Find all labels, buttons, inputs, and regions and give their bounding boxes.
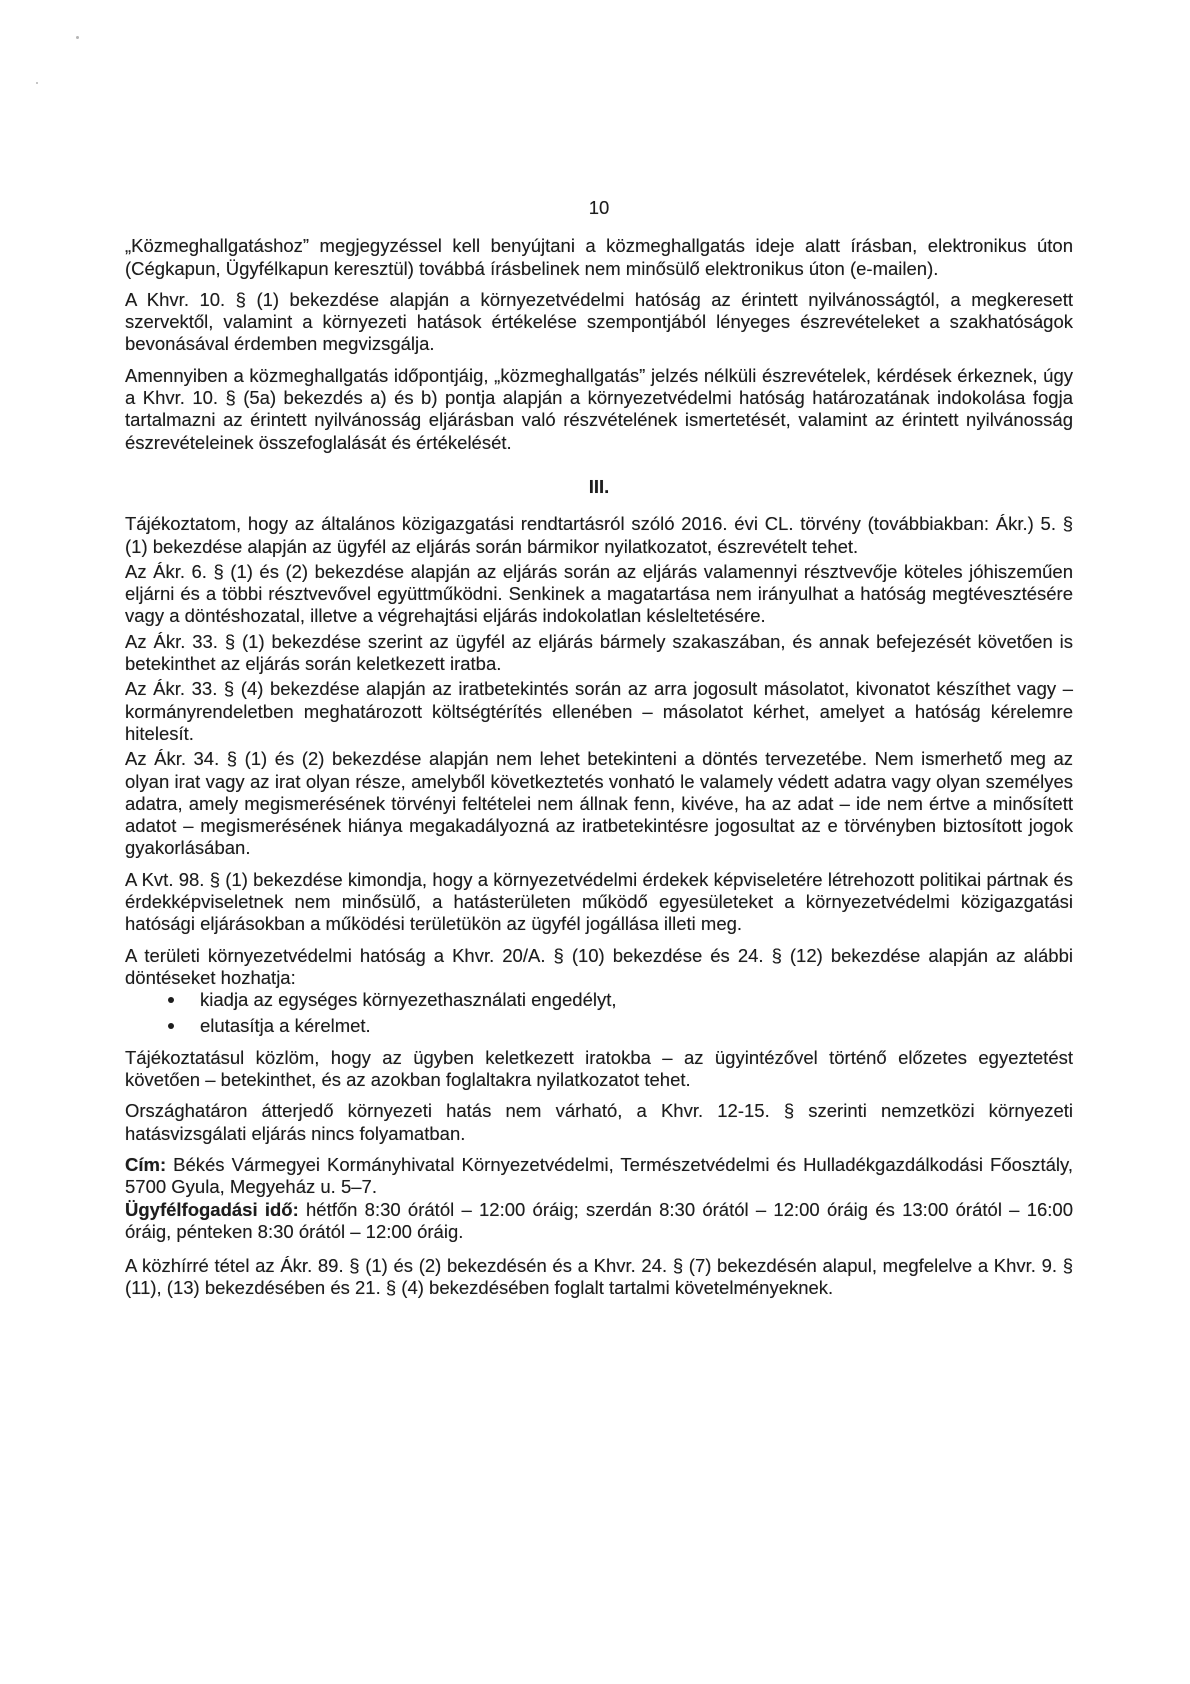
paragraph-decisions-intro: A területi környezetvédelmi hatóság a Khvr. 20/A. § (10) bekezdése és 24. § (12) bekezdése alapján az alábbi döntéseket hozhatja: <box>125 944 1073 988</box>
office-hours-text: hétfőn 8:30 órától – 12:00 óráig; szerdán 8:30 órától – 12:00 óráig és 13:00 órától – 16:00 óráig, pénteken 8:30 órától – 12:00 óráig. <box>125 1198 1073 1242</box>
paragraph-file-inspection: Tájékoztatásul közlöm, hogy az ügyben keletkezett iratokba – az ügyintézővel történő előzetes egyeztetést követően – betekinthet, és az azokban foglaltakra nyilatkozatot tehet. <box>125 1046 1073 1091</box>
paragraph-closing-legal-basis: A közhírré tétel az Ákr. 89. § (1) és (2) bekezdésén és a Khvr. 24. § (7) bekezdésén alapul, megfelelve a Khvr. 9. § (11), (13) bekezdésében és 21. § (4) bekezdésében foglalt tartalmi követelményeknek. <box>125 1255 1073 1299</box>
paragraph-akr-34: Az Ákr. 34. § (1) és (2) bekezdése alapján nem lehet betekinteni a döntés tervezetébe. Nem ismerhető meg az olyan irat vagy az irat olyan része, amelyből következtetés vonható le valamely védett adatra vagy olyan személyes adatra, amely megismerésének törvényi feltételei nem állnak fenn, kivéve, ha az adat – ide nem értve a minősített adatot – megismerésének hiánya megakadályozná az iratbetekintésre jogosultat az e törvényben biztosított jogok gyakorlásában. <box>125 748 1073 859</box>
paragraph-kvt-98: A Kvt. 98. § (1) bekezdése kimondja, hogy a környezetvédelmi érdekek képviseletére létrehozott politikai pártnak és érdekképviseletnek nem minősülő, a hatásterületen működő egyesületeket a környezetvédelmi közigazgatási hatósági eljárásokban a működési területükön az ügyfél jogállása illeti meg. <box>125 868 1073 935</box>
paragraph-akr-6: Az Ákr. 6. § (1) és (2) bekezdése alapján az eljárás során az eljárás valamennyi résztvevője köteles jóhiszeműen eljárni és a többi résztvevővel együttműködni. Senkinek a magatartása nem irányulhat a hatóság megtévesztésére vagy a döntéshozatal, illetve a végrehajtási eljárás indokolatlan késleltetésére. <box>125 560 1073 627</box>
paragraph-akr-5-1: Tájékoztatom, hogy az általános közigazgatási rendtartásról szóló 2016. évi CL. törvény (továbbiakban: Ákr.) 5. § (1) bekezdése alapján az ügyfél az eljárás során bármikor nyilatkozatot, észrevételt tehet. <box>125 513 1073 557</box>
paragraph-address <box>125 1154 1073 1199</box>
scan-artifact <box>36 82 38 84</box>
list-item-decision-reject <box>125 1015 1073 1037</box>
paragraph-akr-33-4: Az Ákr. 33. § (4) bekezdése alapján az iratbetekintés során az arra jogosult másolatot, kivonatot készíthet vagy – kormányrendeletben meghatározott költségtérítés ellenében – másolatot kérhet, amelyet a hatóság kérelemre hitelesít. <box>125 678 1073 744</box>
page-number: 10 <box>588 197 610 218</box>
scan-artifact <box>76 36 79 39</box>
address-label: Cím: <box>125 1153 167 1175</box>
office-hours-label: Ügyfélfogadási idő: <box>125 1198 299 1220</box>
address-text: Békés Vármegyei Kormányhivatal Környezetvédelmi, Természetvédelmi és Hulladékgazdálkodási Főosztály, 5700 Gyula, Megyeház u. 5–7. <box>125 1153 1073 1198</box>
paragraph-transboundary: Országhatáron átterjedő környezeti hatás nem várható, a Khvr. 12-15. § szerinti nemzetközi környezeti hatásvizsgálati eljárás nincs folyamatban. <box>125 1100 1073 1144</box>
paragraph-khvr-10-1: A Khvr. 10. § (1) bekezdése alapján a környezetvédelmi hatóság az érintett nyilvánosságtól, a megkeresett szervektől, valamint a környezeti hatások értékelése szempontjából lényeges észrevételeket a szakhatóságok bevonásával érdemben megvizsgálja. <box>125 288 1073 355</box>
paragraph-kozmeghallgatas-submit: „Közmeghallgatáshoz” megjegyzéssel kell benyújtani a közmeghallgatás ideje alatt írásban, elektronikus úton (Cégkapun, Ügyfélkapun keresztül) továbbá írásbelinek nem minősülő elektronikus úton (e-mailen). <box>125 235 1073 279</box>
paragraph-office-hours <box>125 1199 1073 1244</box>
paragraph-khvr-10-5a: Amennyiben a közmeghallgatás időpontjáig, „közmeghallgatás” jelzés nélküli észrevételek, kérdések érkeznek, úgy a Khvr. 10. § (5a) bekezdés a) és b) pontja alapján a környezetvédelmi hatóság határozatának indokolása fogja tartalmazni az érintett nyilvánosság eljárásban való részvételének ismertetését, valamint az érintett nyilvánosság észrevételeinek összefoglalását és értékelését. <box>125 364 1073 453</box>
decisions-list <box>125 989 1073 1037</box>
list-item-text: kiadja az egységes környezethasználati engedélyt, <box>200 989 617 1011</box>
section-heading-iii: III. <box>588 475 610 497</box>
paragraph-akr-33-1: Az Ákr. 33. § (1) bekezdése szerint az ügyfél az eljárás bármely szakaszában, és annak befejezését követően is betekinthet az eljárás során keletkezett iratba. <box>125 630 1073 675</box>
list-item-text: elutasítja a kérelmet. <box>200 1014 371 1036</box>
bullet-icon <box>168 1023 174 1029</box>
bullet-icon <box>168 997 174 1003</box>
list-item-decision-grant <box>125 989 1073 1011</box>
